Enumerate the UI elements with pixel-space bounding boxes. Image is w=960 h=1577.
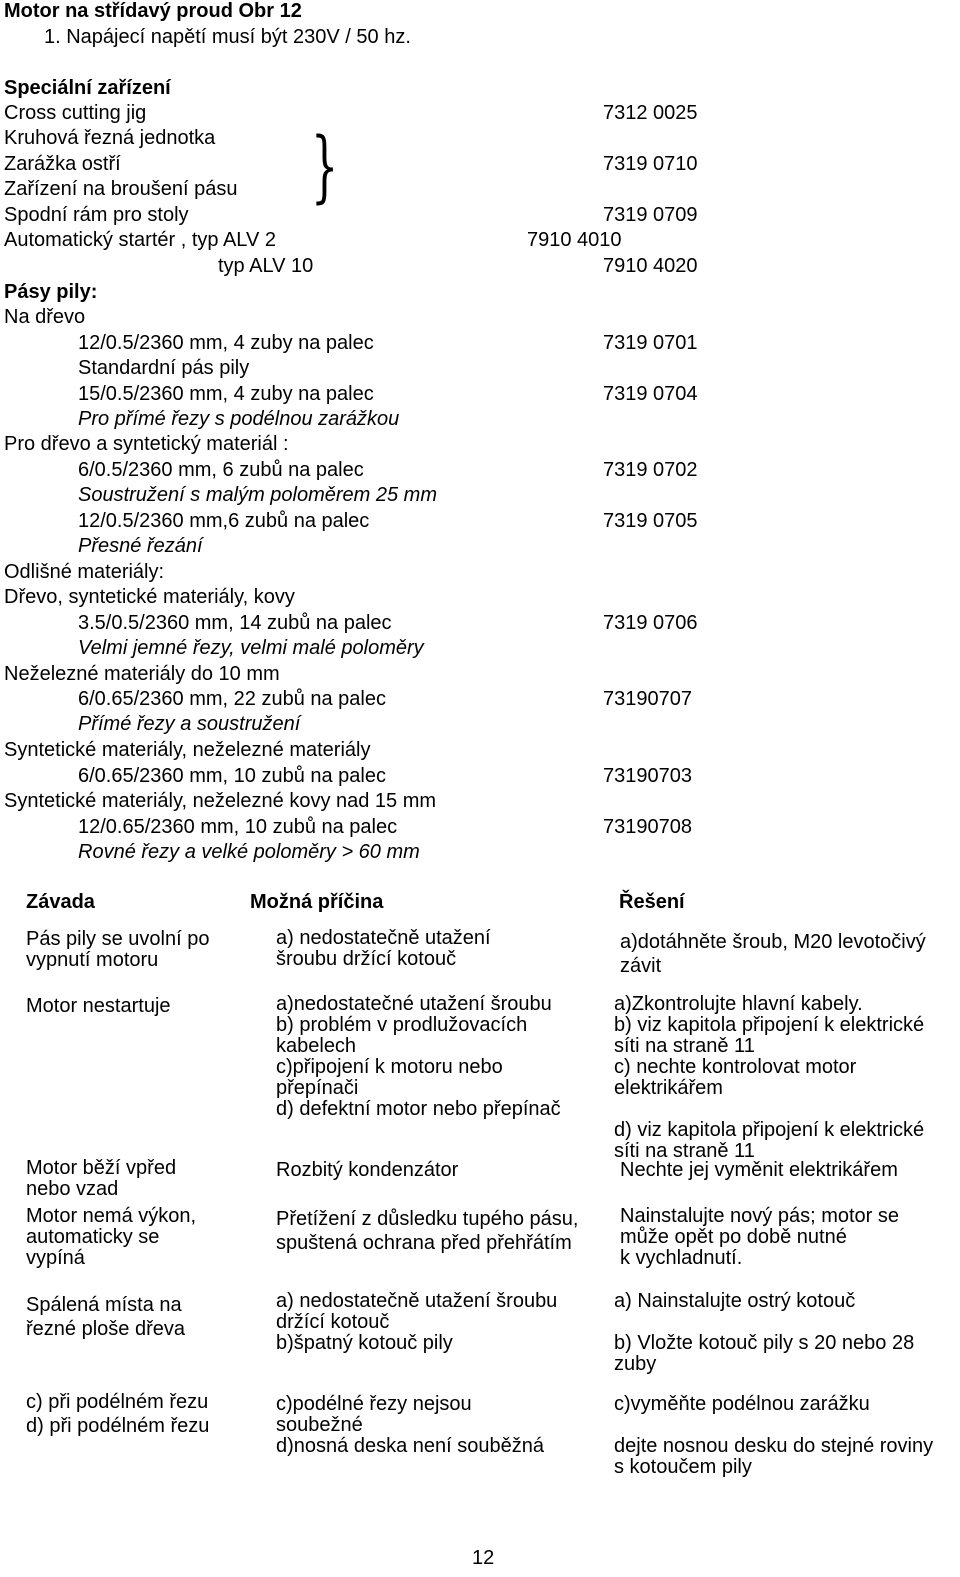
- group-label: Syntetické materiály, neželezné kovy nad 15 mm: [4, 790, 437, 812]
- table-cell-cause: c)podélné řezy nejsou soubežné d)nosná deska není souběžná: [276, 1393, 544, 1457]
- table-cell-fault: Motor běží vpřed nebo vzad: [26, 1157, 177, 1200]
- item-label: Spodní rám pro stoly: [4, 204, 189, 226]
- table-cell-fault: c) při podélném řezu d) při podélném řezu: [26, 1391, 210, 1437]
- group-label: Odlišné materiály:: [4, 561, 165, 583]
- section-heading: Pásy pily:: [4, 281, 98, 303]
- page-number: 12: [472, 1547, 495, 1569]
- item-code: 7312 0025: [603, 102, 698, 124]
- blade-note: Soustružení s malým poloměrem 25 mm: [78, 484, 438, 506]
- table-cell-cause: a) nedostatečně utažení šroubu držící kotouč: [276, 927, 491, 970]
- blade-note: Rovné řezy a velké poloměry > 60 mm: [78, 841, 420, 863]
- blade-spec: 3.5/0.5/2360 mm, 14 zubů na palec: [78, 612, 392, 634]
- section-heading: Speciální zařízení: [4, 77, 171, 99]
- item-label: Automatický startér , typ ALV 2: [4, 229, 276, 251]
- item-code: 73190703: [603, 765, 692, 787]
- table-cell-solution: a)Zkontrolujte hlavní kabely. b) viz kapitola připojení k elektrické síti na straně 11 c) nechte kontrolovat motor elektrikářem: [614, 993, 925, 1099]
- group-label: Syntetické materiály, neželezné materiály: [4, 739, 371, 761]
- table-cell-solution: Nechte jej vyměnit elektrikářem: [620, 1159, 898, 1181]
- list-item: 1. Napájecí napětí musí být 230V / 50 hz.: [44, 26, 411, 48]
- table-cell-fault: Motor nemá výkon, automaticky se vypíná: [26, 1205, 197, 1269]
- blade-note: Přesné řezání: [78, 535, 203, 557]
- table-cell-solution: b) Vložte kotouč pily s 20 nebo 28 zuby: [614, 1332, 915, 1375]
- item-code: 7319 0704: [603, 383, 698, 405]
- item-code: 7319 0709: [603, 204, 698, 226]
- item-code: 7319 0710: [603, 153, 698, 175]
- table-cell-solution: c)vyměňte podélnou zarážku: [614, 1393, 870, 1415]
- item-code: 7319 0705: [603, 510, 698, 532]
- group-label: Dřevo, syntetické materiály, kovy: [4, 586, 295, 608]
- item-code: 7910 4020: [603, 255, 698, 277]
- table-cell-cause: a)nedostatečné utažení šroubu b) problém v prodlužovacích kabelech c)připojení k motoru nebo přepínači d) defektní motor nebo přepínač: [276, 993, 561, 1120]
- column-header-solution: Řešení: [619, 891, 685, 913]
- blade-note: Pro přímé řezy s podélnou zarážkou: [78, 408, 400, 430]
- item-code: 73190708: [603, 816, 692, 838]
- table-cell-solution: Nainstalujte nový pás; motor se může opět po době nutné k vychladnutí.: [620, 1205, 900, 1269]
- blade-spec: 15/0.5/2360 mm, 4 zuby na palec: [78, 383, 374, 405]
- table-cell-solution: a)dotáhněte šroub, M20 levotočivý závit: [620, 931, 926, 977]
- blade-note: Přímé řezy a soustružení: [78, 713, 301, 735]
- blade-note: Standardní pás pily: [78, 357, 250, 379]
- table-cell-solution: d) viz kapitola připojení k elektrické síti na straně 11: [614, 1119, 925, 1162]
- table-cell-fault: Motor nestartuje: [26, 995, 171, 1017]
- blade-spec: 6/0.65/2360 mm, 10 zubů na palec: [78, 765, 386, 787]
- group-label: Na dřevo: [4, 306, 86, 328]
- item-label: Cross cutting jig: [4, 102, 147, 124]
- group-label: Pro dřevo a syntetický materiál :: [4, 433, 289, 455]
- table-cell-fault: Spálená místa na řezné ploše dřeva: [26, 1294, 185, 1340]
- item-code: 7910 4010: [527, 229, 622, 251]
- table-cell-cause: Rozbitý kondenzátor: [276, 1159, 459, 1181]
- item-code: 7319 0702: [603, 459, 698, 481]
- item-label: Zařízení na broušení pásu: [4, 178, 238, 200]
- column-header-fault: Závada: [26, 891, 95, 913]
- blade-spec: 6/0.5/2360 mm, 6 zubů na palec: [78, 459, 364, 481]
- item-label: Kruhová řezná jednotka: [4, 127, 216, 149]
- item-label: Zarážka ostří: [4, 153, 121, 175]
- item-label: typ ALV 10: [218, 255, 314, 277]
- blade-spec: 12/0.5/2360 mm,6 zubů na palec: [78, 510, 370, 532]
- brace-glyph: }: [311, 122, 339, 212]
- blade-spec: 12/0.5/2360 mm, 4 zuby na palec: [78, 332, 374, 354]
- blade-note: Velmi jemné řezy, velmi malé poloměry: [78, 637, 424, 659]
- table-cell-cause: a) nedostatečně utažení šroubu držící kotouč b)špatný kotouč pily: [276, 1290, 558, 1354]
- table-cell-solution: dejte nosnou desku do stejné roviny s kotoučem pily: [614, 1435, 934, 1478]
- blade-spec: 12/0.65/2360 mm, 10 zubů na palec: [78, 816, 398, 838]
- page-title: Motor na střídavý proud Obr 12: [4, 0, 302, 22]
- item-code: 7319 0701: [603, 332, 698, 354]
- table-cell-fault: Pás pily se uvolní po vypnutí motoru: [26, 928, 210, 971]
- item-code: 73190707: [603, 688, 692, 710]
- blade-spec: 6/0.65/2360 mm, 22 zubů na palec: [78, 688, 386, 710]
- item-code: 7319 0706: [603, 612, 698, 634]
- table-cell-cause: Přetížení z důsledku tupého pásu, spuštená ochrana před přehřátím: [276, 1208, 579, 1254]
- column-header-cause: Možná příčina: [250, 891, 384, 913]
- table-cell-solution: a) Nainstalujte ostrý kotouč: [614, 1290, 856, 1312]
- group-label: Neželezné materiály do 10 mm: [4, 663, 280, 685]
